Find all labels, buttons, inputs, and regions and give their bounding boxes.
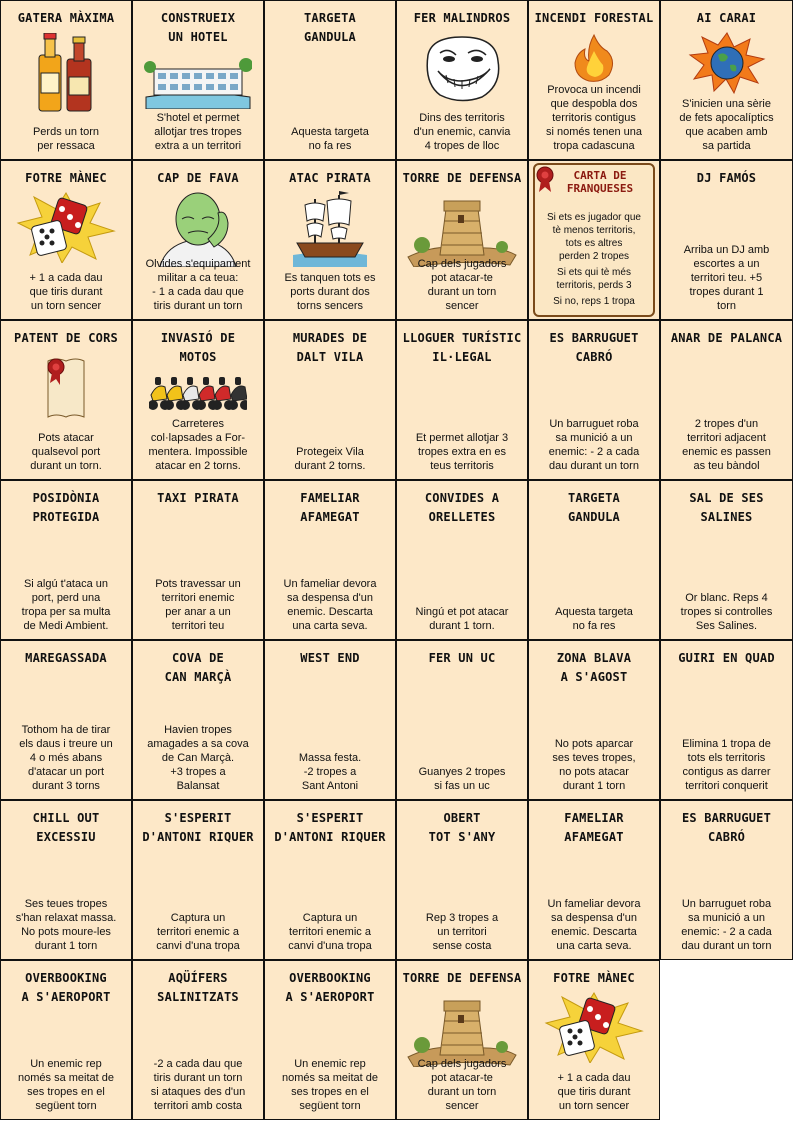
event-card xyxy=(528,160,660,320)
event-card xyxy=(396,160,528,320)
card-description: Pots travessar un territori enemic per anar a un territori teu xyxy=(155,578,241,632)
card-rule-line: Si ets qui tè més territoris, perds 3 xyxy=(556,267,632,291)
card-title: FER UN UC xyxy=(428,651,496,665)
card-description: S'inicien una sèrie de fets apocalíptics que acaben amb sa partida xyxy=(679,98,774,152)
exploding-earth-icon xyxy=(688,31,766,95)
event-card xyxy=(0,160,132,320)
event-card xyxy=(528,640,660,800)
card-title: ES BARRUGUET CABRÓ xyxy=(681,811,772,844)
liquor-bottles-icon xyxy=(31,33,101,115)
event-card xyxy=(660,800,793,960)
pirate-ship-icon xyxy=(291,191,369,267)
card-description: Elimina 1 tropa de tots els territoris contigus as darrer territori conquerit xyxy=(682,738,771,792)
event-card xyxy=(132,160,264,320)
card-rule-line: Si no, reps 1 tropa xyxy=(553,296,635,307)
card-title: CONVIDES A ORELLETES xyxy=(424,491,500,524)
event-card xyxy=(132,320,264,480)
card-description: Es tanquen tots es ports durant dos torns sencers xyxy=(284,272,376,312)
card-description: Guanyes 2 tropes si fas un uc xyxy=(418,766,506,792)
card-title: TAXI PIRATA xyxy=(157,491,239,505)
card-title: SAL DE SES SALINES xyxy=(689,491,764,524)
card-description: Et permet allotjar 3 tropes extra en es teus territoris xyxy=(415,432,509,472)
card-rules xyxy=(535,211,653,311)
card-description: Or blanc. Reps 4 tropes si controlles Ses Salines. xyxy=(680,592,773,632)
card-title: S'ESPERIT D'ANTONI RIQUER xyxy=(274,811,386,844)
event-card xyxy=(396,480,528,640)
card-description: Carreteres col·lapsades a For- mentera. Impossible atacar en 2 torns. xyxy=(148,418,248,472)
event-card xyxy=(660,320,793,480)
event-card xyxy=(264,320,396,480)
card-title: OVERBOOKING A S'AEROPORT xyxy=(285,971,375,1004)
card-title: CAP DE FAVA xyxy=(157,171,239,185)
card-description: Dins des territoris d'un enemic, canvia 4 tropes de lloc xyxy=(413,112,511,152)
card-title: COVA DE CAN MARÇÀ xyxy=(164,651,232,684)
card-title: TORRE DE DEFENSA xyxy=(402,971,522,985)
card-title: FER MALINDROS xyxy=(413,11,511,25)
card-description: + 1 a cada dau que tiris durant un torn sencer xyxy=(29,272,103,312)
event-card xyxy=(264,960,396,1120)
troll-face-icon xyxy=(422,35,502,103)
event-card xyxy=(528,0,660,160)
event-card xyxy=(528,480,660,640)
dice-icon xyxy=(16,191,116,263)
card-description: Rep 3 tropes a un territori sense costa xyxy=(425,912,499,952)
card-description: 2 tropes d'un territori adjacent enemic es passen as teu bàndol xyxy=(682,418,771,472)
event-card xyxy=(0,480,132,640)
card-title: FOTRE MÀNEC xyxy=(25,171,107,185)
card-description: Ningú et pot atacar durant 1 torn. xyxy=(415,606,509,632)
card-title: LLOGUER TURÍSTIC IL·LEGAL xyxy=(402,331,522,364)
card-title: CHILL OUT EXCESSIU xyxy=(32,811,100,844)
card-title: FOTRE MÀNEC xyxy=(553,971,635,985)
card-description: Havien tropes amagades a sa cova de Can Marçà. +3 tropes a Balansat xyxy=(147,724,249,792)
event-card xyxy=(132,960,264,1120)
card-description: Provoca un incendi que despobla dos territoris contigus si només tenen una tropa cadascuna xyxy=(545,84,642,152)
card-description: Captura un territori enemic a canvi d'una tropa xyxy=(156,912,240,952)
card-description: No pots aparcar ses teves tropes, no pots atacar durant 1 torn xyxy=(552,738,636,792)
event-card xyxy=(132,640,264,800)
card-title: DJ FAMÓS xyxy=(696,171,757,185)
card-title: TORRE DE DEFENSA xyxy=(402,171,522,185)
event-card xyxy=(660,640,793,800)
event-card xyxy=(660,160,793,320)
event-card xyxy=(264,480,396,640)
fire-icon xyxy=(569,33,619,83)
card-title: FAMELIAR AFAMEGAT xyxy=(564,811,624,844)
event-card xyxy=(396,640,528,800)
event-card xyxy=(396,320,528,480)
event-card xyxy=(0,0,132,160)
card-rule-line: Si ets es jugador que tè menos territoris, tots es altres perden 2 tropes xyxy=(547,212,641,262)
event-card xyxy=(660,480,793,640)
card-description: Un barruguet roba sa munició a un enemic: - 2 a cada dau durant un torn xyxy=(548,418,640,472)
card-description: S'hotel et permet allotjar tres tropes extra a un territori xyxy=(154,112,242,152)
card-description: Un enemic rep només sa meitat de ses tropes en el següent torn xyxy=(282,1058,378,1112)
card-description: Massa festa. -2 tropes a Sant Antoni xyxy=(298,752,362,792)
scooters-icon xyxy=(149,373,247,413)
event-card xyxy=(264,640,396,800)
defense-tower-icon xyxy=(406,993,518,1067)
event-card xyxy=(264,160,396,320)
card-description: Tothom ha de tirar els daus i treure un 4 o més abans d'atacar un port durant 3 torns xyxy=(19,724,113,792)
event-card xyxy=(396,0,528,160)
card-title: TARGETA GANDULA xyxy=(568,491,620,524)
event-card xyxy=(660,0,793,160)
card-title: PATENT DE CORS xyxy=(14,331,118,345)
card-title: ZONA BLAVA A S'AGOST xyxy=(556,651,632,684)
event-card xyxy=(264,0,396,160)
card-title: INCENDI FORESTAL xyxy=(534,11,654,25)
event-card xyxy=(528,960,660,1120)
card-title: ES BARRUGUET CABRÓ xyxy=(549,331,639,364)
event-card xyxy=(132,800,264,960)
card-description: Perds un torn per ressaca xyxy=(32,126,100,152)
card-title: GATERA MÀXIMA xyxy=(17,11,115,25)
defense-tower-icon xyxy=(406,193,518,267)
parchment-seal-icon xyxy=(44,353,88,421)
event-card xyxy=(0,320,132,480)
card-title: MURADES DE DALT VILA xyxy=(292,331,368,364)
card-title: AQÜÍFERS SALINITZATS xyxy=(157,971,239,1004)
card-description: Un barruguet roba sa munició a un enemic: - 2 a cada dau durant un torn xyxy=(681,898,772,952)
card-description: Si algú t'ataca un port, perd una tropa per sa multa de Medi Ambient. xyxy=(21,578,111,632)
card-description: Un enemic rep només sa meitat de ses tropes en el següent torn xyxy=(18,1058,114,1112)
card-description: Un fameliar devora sa despensa d'un enemic. Descarta una carta seva. xyxy=(283,578,377,632)
card-title: MAREGASSADA xyxy=(25,651,107,665)
card-description: Cap dels jugadors pot atacar-te durant un torn sencer xyxy=(417,1058,507,1112)
card-description: + 1 a cada dau que tiris durant un torn sencer xyxy=(557,1072,631,1112)
card-title: INVASIÓ DE MOTOS xyxy=(160,331,236,364)
card-title: CARTA DE FRANQUESES xyxy=(566,169,634,195)
event-card xyxy=(528,320,660,480)
card-description: Ses teues tropes s'han relaxat massa. No pots moure-les durant 1 torn xyxy=(15,898,117,952)
facepalm-icon xyxy=(156,189,240,267)
card-title: S'ESPERIT D'ANTONI RIQUER xyxy=(142,811,254,844)
event-card xyxy=(132,480,264,640)
card-description: Un fameliar devora sa despensa d'un enemic. Descarta una carta seva. xyxy=(547,898,641,952)
card-title: AI CARAI xyxy=(696,11,757,25)
card-title: ATAC PIRATA xyxy=(289,171,371,185)
card-description: Protegeix Vila durant 2 torns. xyxy=(294,446,366,472)
card-title: POSIDÒNIA PROTEGIDA xyxy=(32,491,100,524)
card-description: Arriba un DJ amb escortes a un territori teu. +5 tropes durant 1 torn xyxy=(683,244,770,312)
card-title: WEST END xyxy=(300,651,360,665)
card-title: ANAR DE PALANCA xyxy=(670,331,783,345)
card-description: Olvides s'equipament militar a ca teua: - 1 a cada dau que tiris durant un torn xyxy=(145,258,251,312)
card-title: OVERBOOKING A S'AEROPORT xyxy=(21,971,111,1004)
dice-icon xyxy=(544,991,644,1063)
card-title: FAMELIAR AFAMEGAT xyxy=(300,491,360,524)
event-card xyxy=(396,960,528,1120)
event-card xyxy=(132,0,264,160)
card-title: CONSTRUEIX UN HOTEL xyxy=(160,11,236,44)
event-card xyxy=(396,800,528,960)
card-title: OBERT TOT S'ANY xyxy=(428,811,496,844)
event-card xyxy=(0,800,132,960)
card-title: TARGETA GANDULA xyxy=(304,11,356,44)
card-description: Aquesta targeta no fa res xyxy=(555,606,633,632)
hotel-icon xyxy=(144,53,252,109)
card-description: Pots atacar qualsevol port durant un torn. xyxy=(30,432,102,472)
card-description: Captura un territori enemic a canvi d'una tropa xyxy=(288,912,372,952)
event-card xyxy=(0,640,132,800)
event-card xyxy=(0,960,132,1120)
event-card xyxy=(264,800,396,960)
empty-slot xyxy=(660,960,793,1120)
event-card xyxy=(528,800,660,960)
card-title: GUIRI EN QUAD xyxy=(678,651,775,665)
card-description: -2 a cada dau que tiris durant un torn si ataques des d'un territori amb costa xyxy=(150,1058,246,1112)
card-description: Aquesta targeta no fa res xyxy=(291,126,369,152)
card-description: Cap dels jugadors pot atacar-te durant un torn sencer xyxy=(417,258,507,312)
